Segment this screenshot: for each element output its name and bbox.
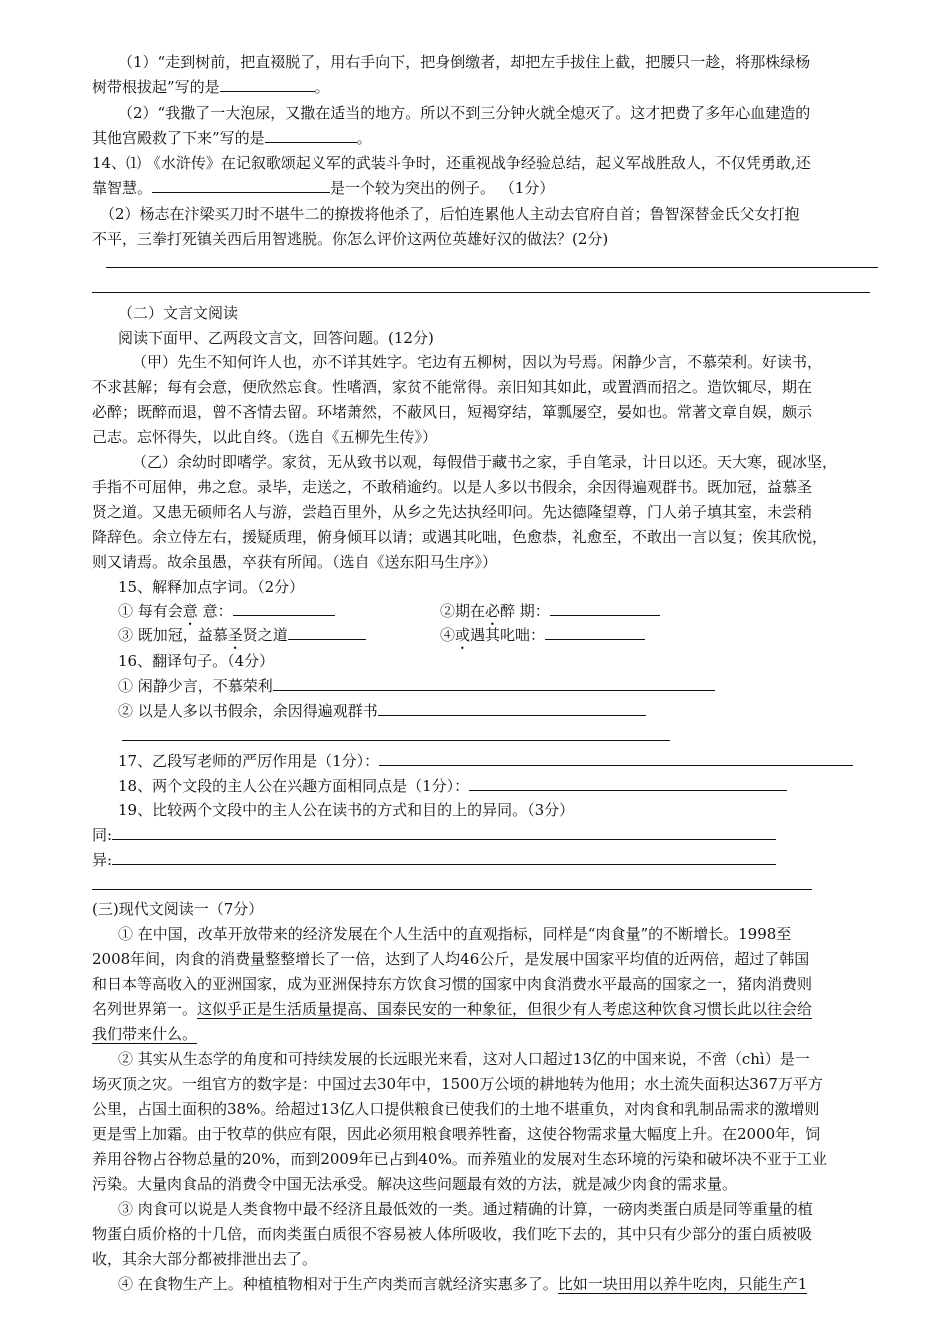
passage-yi-line: 降辞色。余立侍左右，援疑质理，俯身倾耳以请；或遇其叱咄，色愈恭，礼愈至，不敢出一言以复；俟其欣悦， <box>92 528 828 546</box>
q14-line1: 14、⑴ 《水浒传》在记叙歌颂起义军的武装斗争时，还重视战争经验总结，起义军战胜敌人，不仅凭勇敢,还 <box>92 154 811 172</box>
passage-yi-line: （乙）余幼时即嗜学。家贫，无从致书以观，每假借于藏书之家，手自笔录，计日以还。天大寒，砚冰坚， <box>132 453 838 471</box>
passage-jia-line: 必醉；既醉而退，曾不吝情去留。环堵萧然，不蔽风日，短褐穿结，箪瓢屡空，晏如也。常著文章自娱，颇示 <box>92 403 813 421</box>
modern-p1-line: 名列世界第一。这似乎正是生活质量提高、国泰民安的一种象征，但很少有人考虑这种饮食习惯长此以往会给 <box>92 1000 813 1018</box>
underlined-sentence: 这似乎正是生活质量提高、国泰民安的一种象征，但很少有人考虑这种饮食习惯长此以往会给 <box>197 1000 813 1018</box>
q15-blank-c[interactable] <box>288 625 366 640</box>
q16-item-b: ② 以是人多以书假余，余因得遍观群书 <box>118 701 646 721</box>
modern-p1-line: ① 在中国，改革开放带来的经济发展在个人生活中的直观指标，同样是“肉食量”的不断增长。1998至 <box>118 925 792 943</box>
q16-title: 16、翻译句子。（4分） <box>118 652 275 670</box>
q14-answer-blank[interactable] <box>152 178 330 193</box>
q13-part1-line2: 树带根拔起”写的是 。 <box>92 78 330 96</box>
passage-jia-line: 己志。忘怀得失，以此自终。（选自《五柳先生传》） <box>92 428 438 446</box>
q14-line2: 靠智慧。 是一个较为突出的例子。 （1分） <box>92 179 555 197</box>
q13-answer-blank-2[interactable] <box>265 128 357 143</box>
modern-p2-line: 公里，占国土面积的38%。给超过13亿人口提供粮食已使我们的土地不堪重负，对肉食和乳制品需求的激增则 <box>92 1100 820 1118</box>
q19-diff: 异: <box>92 850 776 870</box>
q19-same: 同: <box>92 825 776 845</box>
passage-yi-line: 则又请焉。故余虽愚，卒获有所闻。（选自《送东阳马生序》） <box>92 553 498 571</box>
q13-part2-line2: 其他宫殿救了下来”写的是 。 <box>92 129 372 147</box>
section-heading-modern: (三)现代文阅读一（7分） <box>92 900 264 918</box>
modern-p3-line: 收，其余大部分都被排泄出去了。 <box>92 1250 318 1268</box>
section-heading-classical: （二）文言文阅读 <box>118 304 239 322</box>
q17-blank[interactable] <box>379 751 853 766</box>
q19-same-blank[interactable] <box>112 825 776 840</box>
q15-title: 15、解释加点字词。（2分） <box>118 578 305 596</box>
q18: 18、两个文段的主人公在兴趣方面相同点是（1分）： <box>118 776 787 796</box>
answer-line[interactable] <box>122 740 670 741</box>
underlined-sentence: 比如一块田用以养牛吃肉，只能生产1 <box>557 1275 808 1293</box>
passage-jia-line: 不求甚解；每有会意，便欣然忘食。性嗜酒，家贫不能常得。亲旧知其如此，或置酒而招之。造饮辄尽，期在 <box>92 378 813 396</box>
q14-line3: （2）杨志在汴梁买刀时不堪牛二的撩拨将他杀了，后怕连累他人主动去官府自首；鲁智深替金氏父女打抱 <box>100 205 800 223</box>
answer-line[interactable] <box>106 267 878 268</box>
modern-p4-line: ④ 在食物生产上。种植植物相对于生产肉类而言就经济实惠多了。比如一块田用以养牛吃肉，只能生产1 <box>118 1275 808 1293</box>
modern-p2-line: 养用谷物占谷物总量的20%，而到2009年已占到40%。而养殖业的发展对生态环境的污染和破坏决不亚于工业 <box>92 1150 827 1168</box>
answer-line[interactable] <box>92 292 870 293</box>
q13-answer-blank-1[interactable] <box>220 77 315 92</box>
q15-item-c: ③ 既加冠，益慕圣贤之道 <box>118 625 366 653</box>
passage-yi-line: 手指不可屈伸，弗之怠。录毕，走送之，不敢稍逾约。以是人多以书假余，余因得遍观群书。既加冠，益慕圣 <box>92 478 813 496</box>
q15-item-b: ②期在必醉 期： <box>440 601 660 629</box>
q17: 17、乙段写老师的严厉作用是（1分）： <box>118 751 853 771</box>
q15-item-a: ① 每有会意 意： <box>118 601 335 629</box>
q19: 19、比较两个文段中的主人公在读书的方式和目的上的异同。（3分） <box>118 801 575 819</box>
modern-p3-line: 物蛋白质价格的十几倍，而肉类蛋白质很不容易被人体所吸收，我们吃下去的，其中只有少部分的蛋白质被吸 <box>92 1225 813 1243</box>
q14-line4: 不平，三拳打死镇关西后用智逃脱。你怎么评价这两位英雄好汉的做法？(2分) <box>92 230 609 248</box>
q15-item-d: ④或遇其叱咄： <box>440 625 645 653</box>
passage-jia-line: （甲）先生不知何许人也，亦不详其姓字。宅边有五柳树，因以为号焉。闲静少言，不慕荣利。好读书， <box>132 353 823 371</box>
modern-p2-line: 污染。大量肉食品的消费令中国无法承受。解决这些问题最有效的方法，就是减少肉食的需求量。 <box>92 1175 738 1193</box>
q16-blank-b[interactable] <box>378 701 646 716</box>
modern-p3-line: ③ 肉食可以说是人类食物中最不经济且最低效的一类。通过精确的计算，一磅肉类蛋白质是同等重量的植 <box>118 1200 813 1218</box>
q16-blank-a[interactable] <box>273 676 715 691</box>
q15-blank-a[interactable] <box>233 601 335 616</box>
q19-diff-blank[interactable] <box>112 850 776 865</box>
modern-p1-line: 2008年间，肉食的消费量整整增长了一倍，达到了人均46公斤，是发展中国家平均值的近两倍，超过了韩国 <box>92 950 810 968</box>
q16-item-a: ① 闲静少言，不慕荣利 <box>118 676 715 696</box>
q13-part1-line1: （1）“走到树前，把直裰脱了，用右手向下，把身倒缴者，却把左手拔住上截，把腰只一趁，将那株绿杨 <box>118 53 811 71</box>
q18-blank[interactable] <box>469 776 787 791</box>
modern-p2-line: 更是雪上加霜。由于牧草的供应有限，因此必须用粮食喂养牲畜，这使谷物需求量大幅度上升。在2000年，饲 <box>92 1125 821 1143</box>
classical-intro: 阅读下面甲、乙两段文言文，回答问题。(12分) <box>118 329 434 347</box>
q15-blank-b[interactable] <box>550 601 660 616</box>
modern-p1-line: 和日本等高收入的亚洲国家，成为亚洲保持东方饮食习惯的国家中肉食消费水平最高的国家之一，猪肉消费则 <box>92 975 813 993</box>
modern-p2-line: ② 其实从生态学的角度和可持续发展的长远眼光来看，这对人口超过13亿的中国来说，不啻（chì）是一 <box>118 1050 810 1068</box>
modern-p2-line: 场灭顶之灾。一组官方的数字是：中国过去30年中，1500万公顷的耕地转为他用；水土流失面积达367万平方 <box>92 1075 823 1093</box>
answer-line[interactable] <box>92 889 812 890</box>
q13-part2-line1: （2）“我撒了一大泡尿，又撒在适当的地方。所以不到三分钟火就全熄灭了。这才把费了多年心血建造的 <box>118 104 811 122</box>
q15-blank-d[interactable] <box>545 625 645 640</box>
underlined-sentence: 我们带来什么。 <box>92 1025 198 1043</box>
passage-yi-line: 贤之道。又患无硕师名人与游，尝趋百里外，从乡之先达执经叩问。先达德隆望尊，门人弟子填其室，未尝稍 <box>92 503 813 521</box>
modern-p1-line <box>92 1024 197 1044</box>
